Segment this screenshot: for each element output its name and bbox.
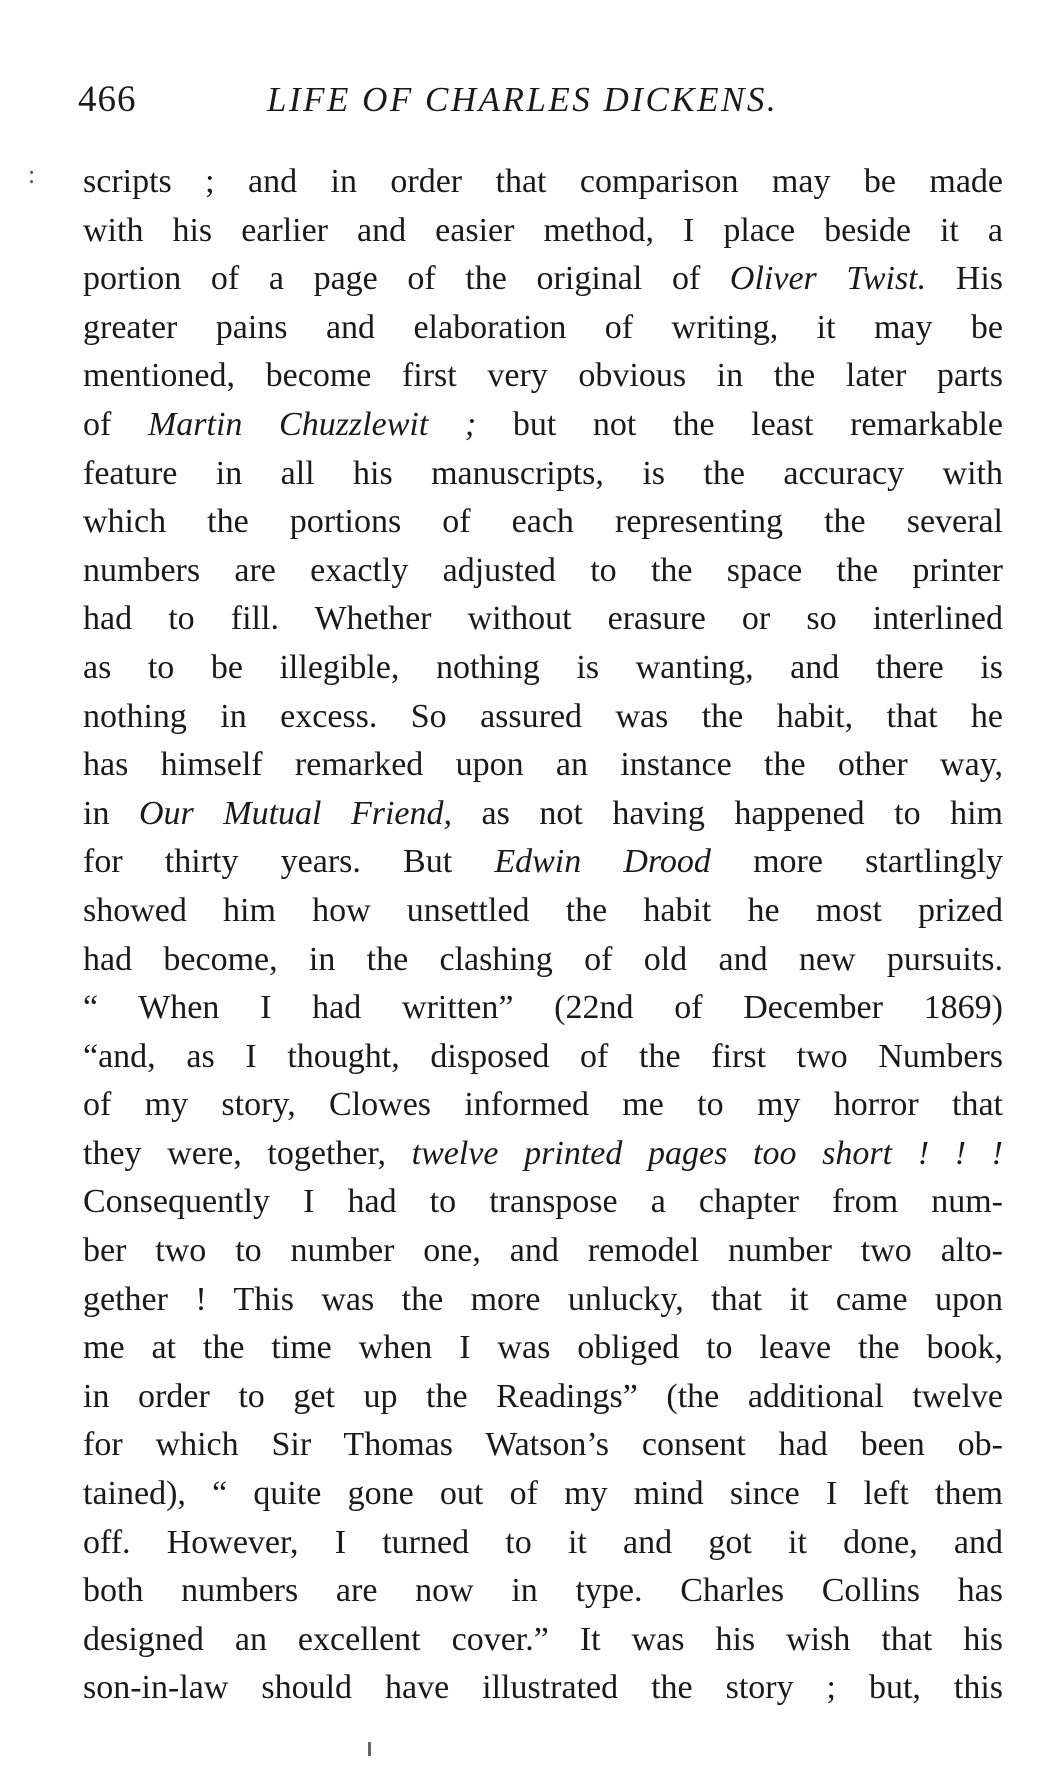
emphasis-twelve-pages: twelve printed pages too short ! ! ! — [411, 1134, 1003, 1172]
text-line: tained), “ quite gone out of my mind since I left them — [83, 1475, 1003, 1513]
text-line: gether ! This was the more unlucky, that it came upon — [83, 1280, 1003, 1318]
text-line: had to fill. Whether without erasure or so interlined — [83, 600, 1003, 638]
text-line: off. However, I turned to it and got it done, and — [83, 1523, 1003, 1561]
text-line: for which Sir Thomas Watson’s consent had been ob- — [83, 1426, 1003, 1464]
text-line: son-in-law should have illustrated the story ; but, this — [83, 1669, 1003, 1707]
text-line: scripts ; and in order that comparison may be made — [83, 163, 1003, 200]
title-our-mutual-friend: Our Mutual Friend, — [138, 794, 453, 832]
text-line: numbers are exactly adjusted to the space the printer — [83, 551, 1003, 589]
text-line: has himself remarked upon an instance the other way, — [83, 746, 1003, 784]
text-line: in Our Mutual Friend, as not having happened to him — [83, 794, 1003, 832]
text-line: “ When I had written” (22nd of December 1869) — [83, 989, 1003, 1027]
text-line: feature in all his manuscripts, is the accuracy with — [83, 454, 1003, 492]
text-line: designed an excellent cover.” It was his wish that his — [83, 1620, 1003, 1658]
text-line: both numbers are now in type. Charles Collins has — [83, 1572, 1003, 1610]
title-edwin-drood: Edwin Drood — [494, 843, 711, 881]
running-title: LIFE OF CHARLES DICKENS. — [267, 80, 779, 119]
title-oliver-twist: Oliver Twist. — [729, 260, 927, 298]
text-line: nothing in excess. So assured was the habit, that he — [83, 697, 1003, 735]
page-number: 466 — [78, 79, 137, 120]
text-line: ber two to number one, and remodel number two alto- — [83, 1232, 1003, 1270]
text-line: showed him how unsettled the habit he most prized — [83, 891, 1003, 929]
margin-mark: : — [28, 160, 36, 189]
text-line: mentioned, become first very obvious in the later parts — [83, 357, 1003, 395]
text-line: they were, together, twelve printed pages too short ! ! ! — [83, 1134, 1003, 1172]
text-line: portion of a page of the original of Oliver Twist. His — [83, 260, 1003, 298]
text-line: Consequently I had to transpose a chapter from num- — [83, 1183, 1003, 1221]
text-line: me at the time when I was obliged to leave the book, — [83, 1329, 1003, 1367]
print-mark — [368, 1742, 371, 1756]
text-line: with his earlier and easier method, I place beside it a — [83, 211, 1003, 249]
body-text — [83, 158, 1003, 1713]
text-line: which the portions of each representing the several — [83, 503, 1003, 541]
title-martin-chuzzlewit: Martin Chuzzlewit ; — [147, 405, 477, 443]
text-line: for thirty years. But Edwin Drood more startlingly — [83, 843, 1003, 881]
text-line: greater pains and elaboration of writing, it may be — [83, 308, 1003, 346]
page-header — [78, 78, 1002, 128]
text-line: as to be illegible, nothing is wanting, and there is — [83, 648, 1003, 686]
text-line: had become, in the clashing of old and new pursuits. — [83, 940, 1003, 978]
text-line: of Martin Chuzzlewit ; but not the least remarkable — [83, 405, 1003, 443]
text-line: in order to get up the Readings” (the additional twelve — [83, 1377, 1003, 1415]
text-line: “and, as I thought, disposed of the first two Numbers — [83, 1037, 1003, 1075]
text-line: of my story, Clowes informed me to my horror that — [83, 1086, 1003, 1124]
